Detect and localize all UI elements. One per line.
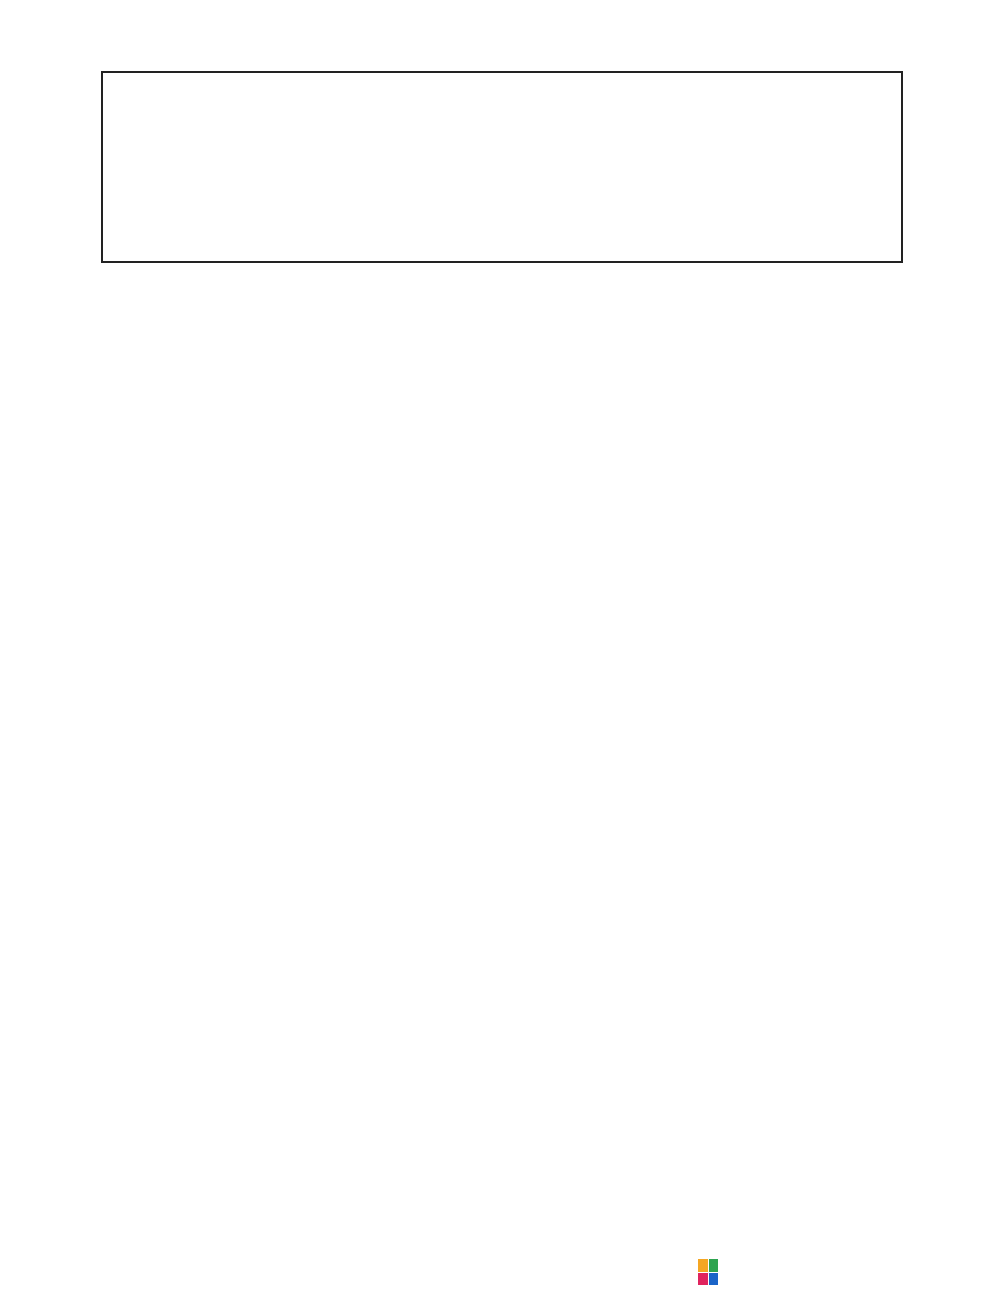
liveworksheets-logo bbox=[698, 1257, 721, 1287]
logo-icon bbox=[698, 1259, 718, 1285]
header-box bbox=[101, 71, 903, 263]
